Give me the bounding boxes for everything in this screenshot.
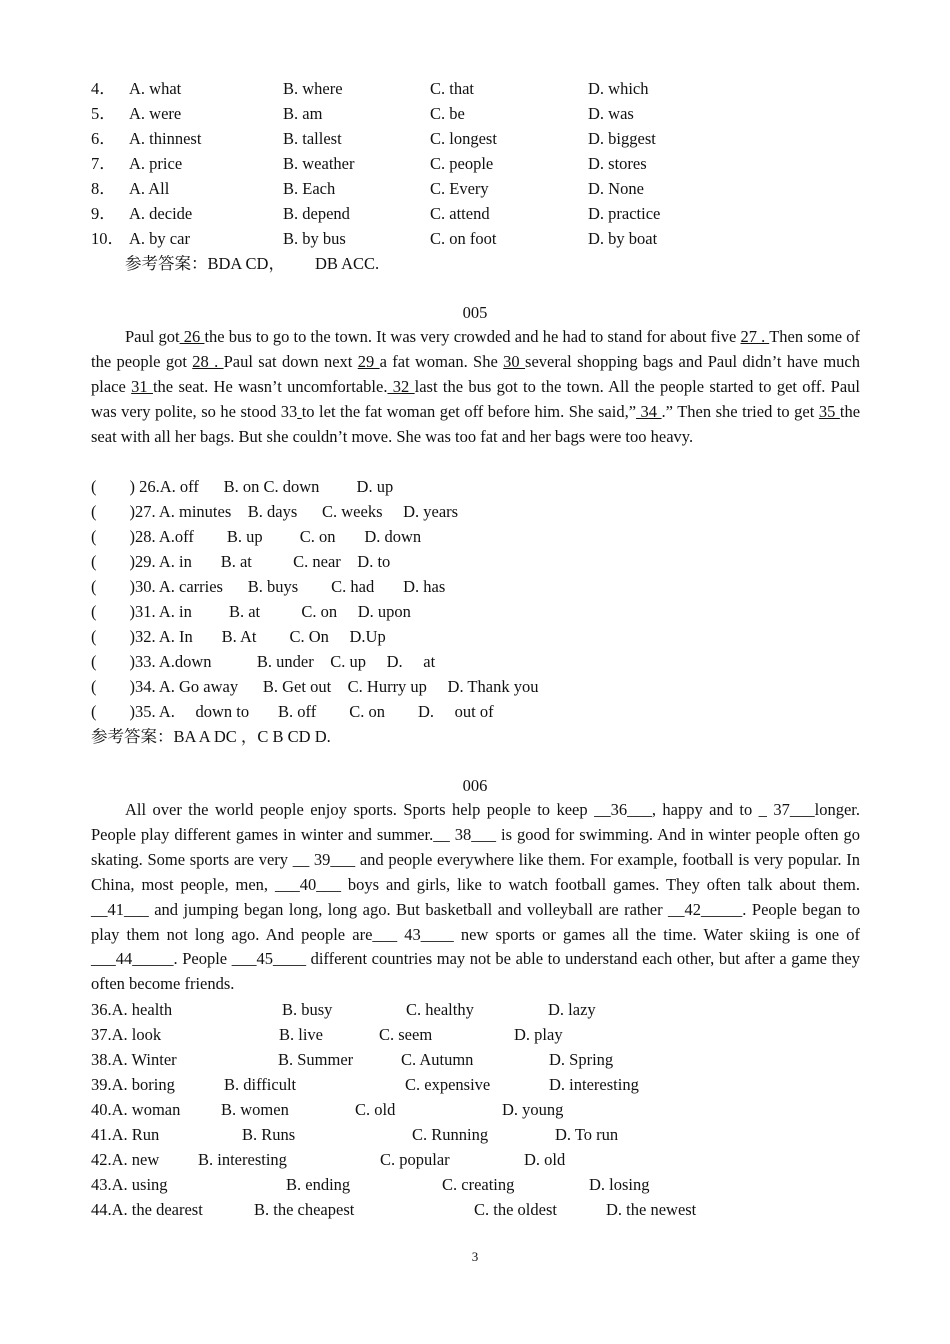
question-text: 28. A.off B. up C. on D. down bbox=[135, 527, 422, 546]
answer-blank: ( ) bbox=[91, 552, 135, 571]
answer-label: 参考答案： bbox=[125, 254, 208, 273]
option-d: D. which bbox=[588, 79, 649, 98]
question-text: 33. A.down B. under C. up D. at bbox=[135, 652, 436, 671]
blank: 26 bbox=[179, 327, 205, 346]
passage-text: the bus to go to the town. It was very crowded and he had to stand for about five bbox=[204, 327, 741, 346]
blank: 27 . bbox=[740, 327, 770, 346]
option-a: 38.A. Winter bbox=[91, 1050, 177, 1069]
option-b: B. ending bbox=[286, 1175, 351, 1194]
option-a: A. were bbox=[129, 104, 182, 123]
question-number: 9． bbox=[91, 204, 116, 223]
option-a: 41.A. Run bbox=[91, 1125, 160, 1144]
option-d: D. interesting bbox=[549, 1075, 639, 1094]
option-a: 36.A. health bbox=[91, 1000, 173, 1019]
option-d: D. To run bbox=[555, 1125, 619, 1144]
option-c: C. longest bbox=[430, 129, 497, 148]
passage-text: Paul sat down next bbox=[223, 351, 358, 371]
option-d: D. the newest bbox=[606, 1200, 697, 1219]
question-number: 7． bbox=[91, 154, 116, 173]
option-a: 37.A. look bbox=[91, 1025, 162, 1044]
option-b: B. Each bbox=[283, 179, 336, 198]
option-d: D. stores bbox=[588, 154, 647, 173]
question-row bbox=[91, 577, 445, 597]
option-a: A. by car bbox=[129, 229, 190, 248]
passage-text: .” Then she tried to get bbox=[661, 401, 819, 421]
question-row bbox=[91, 502, 458, 522]
option-b: B. weather bbox=[283, 154, 355, 173]
passage-text: Paul got bbox=[125, 327, 180, 346]
option-b: B. where bbox=[283, 79, 343, 98]
option-c: C. be bbox=[430, 104, 465, 123]
option-b: B. busy bbox=[282, 1000, 333, 1019]
option-a: A. thinnest bbox=[129, 129, 202, 148]
passage-text: to let the fat woman get off before him. She said,” bbox=[301, 401, 637, 421]
option-a: 44.A. the dearest bbox=[91, 1200, 203, 1219]
question-text: 35. A. down to B. off C. on D. out of bbox=[135, 702, 494, 721]
option-a: A. price bbox=[129, 154, 183, 173]
question-text: 29. A. in B. at C. near D. to bbox=[135, 552, 391, 571]
question-text: 26.A. off B. on C. down D. up bbox=[135, 477, 394, 496]
question-text: 27. A. minutes B. days C. weeks D. years bbox=[135, 502, 459, 521]
option-a: A. what bbox=[129, 79, 182, 98]
question-row bbox=[91, 527, 421, 547]
question-number: 8． bbox=[91, 179, 116, 198]
answer-text: BDA CD， bbox=[207, 254, 285, 273]
option-c: C. that bbox=[430, 79, 474, 98]
option-d: D. lazy bbox=[548, 1000, 596, 1019]
passage-text: Then some of the people got bbox=[91, 327, 861, 371]
option-d: D. Spring bbox=[549, 1050, 614, 1069]
answer-blank: ( ) bbox=[91, 652, 135, 671]
option-d: D. losing bbox=[589, 1175, 650, 1194]
cloze-passage bbox=[91, 325, 860, 450]
answer-blank: ( ) bbox=[91, 577, 135, 596]
blank: 30 bbox=[503, 351, 526, 371]
question-row bbox=[91, 602, 411, 622]
blank: 28 . bbox=[192, 351, 224, 371]
option-c: C. seem bbox=[379, 1025, 433, 1044]
option-c: C. Autumn bbox=[401, 1050, 474, 1069]
option-d: D. was bbox=[588, 104, 634, 123]
answer-key: 参考答案：BA A DC ，C B CD D. bbox=[91, 727, 331, 746]
blank: 31 bbox=[131, 376, 153, 396]
option-b: B. by bus bbox=[283, 229, 346, 248]
question-row bbox=[91, 627, 386, 647]
answer-blank: ( ) bbox=[91, 602, 135, 621]
answer-blank: ( ) bbox=[91, 477, 135, 496]
question-text: 31. A. in B. at C. on D. upon bbox=[135, 602, 411, 621]
option-c: C. expensive bbox=[405, 1075, 491, 1094]
option-a: A. All bbox=[129, 179, 170, 198]
question-number: 10． bbox=[91, 229, 124, 248]
option-d: D. young bbox=[502, 1100, 564, 1119]
option-c: C. Every bbox=[430, 179, 489, 198]
option-d: D. None bbox=[588, 179, 644, 198]
option-c: C. on foot bbox=[430, 229, 497, 248]
answer-blank: ( ) bbox=[91, 677, 135, 696]
option-d: D. old bbox=[524, 1150, 566, 1169]
passage-text: the seat. He wasn’t uncomfortable. bbox=[152, 376, 388, 396]
blank: 29 bbox=[357, 351, 380, 371]
option-c: C. the oldest bbox=[474, 1200, 557, 1219]
option-c: C. Running bbox=[412, 1125, 489, 1144]
option-c: C. people bbox=[430, 154, 494, 173]
option-b: B. Runs bbox=[242, 1125, 296, 1144]
option-a: 42.A. new bbox=[91, 1150, 160, 1169]
answer-blank: ( ) bbox=[91, 527, 135, 546]
answer-key bbox=[125, 254, 379, 274]
passage-text: the seat with all her bags. But she couldn’t move. She was too fat and her bags were too heavy. bbox=[91, 401, 861, 446]
question-number: 4． bbox=[91, 79, 116, 98]
option-d: D. by boat bbox=[588, 229, 658, 248]
option-b: B. depend bbox=[283, 204, 350, 223]
question-text: 30. A. carries B. buys C. had D. has bbox=[135, 577, 446, 596]
option-b: B. tallest bbox=[283, 129, 342, 148]
option-c: C. creating bbox=[442, 1175, 515, 1194]
question-row bbox=[91, 477, 393, 497]
option-d: D. biggest bbox=[588, 129, 656, 148]
option-c: C. popular bbox=[380, 1150, 450, 1169]
option-a: 40.A. woman bbox=[91, 1100, 181, 1119]
question-row bbox=[91, 677, 538, 697]
section-heading: 005 bbox=[462, 303, 488, 322]
passage-text: several shopping bags and Paul didn’t have much place bbox=[91, 351, 861, 396]
passage-text: last the bus got to the town. All the people started to get off. Paul was very polite, so he stood 33 bbox=[91, 376, 861, 421]
option-d: D. practice bbox=[588, 204, 661, 223]
option-c: C. attend bbox=[430, 204, 490, 223]
option-b: B. women bbox=[221, 1100, 289, 1119]
option-a: 39.A. boring bbox=[91, 1075, 175, 1094]
option-b: B. interesting bbox=[198, 1150, 287, 1169]
option-c: C. old bbox=[355, 1100, 396, 1119]
blank: 35 bbox=[818, 401, 840, 421]
question-row bbox=[91, 652, 435, 672]
blank: 34 bbox=[636, 401, 662, 421]
page-number: 3 bbox=[471, 1249, 479, 1264]
answer-blank: ( ) bbox=[91, 702, 135, 721]
option-c: C. healthy bbox=[406, 1000, 474, 1019]
option-b: B. Summer bbox=[278, 1050, 354, 1069]
question-text: 34. A. Go away B. Get out C. Hurry up D. Thank you bbox=[135, 677, 539, 696]
option-d: D. play bbox=[514, 1025, 563, 1044]
option-a: A. decide bbox=[129, 204, 193, 223]
option-b: B. difficult bbox=[224, 1075, 297, 1094]
blank: 32 bbox=[387, 376, 415, 396]
option-b: B. the cheapest bbox=[254, 1200, 355, 1219]
option-b: B. am bbox=[283, 104, 323, 123]
section-heading: 006 bbox=[462, 776, 488, 795]
question-row bbox=[91, 552, 390, 572]
answer-text: DB ACC. bbox=[314, 254, 380, 273]
option-b: B. live bbox=[279, 1025, 323, 1044]
question-number: 5． bbox=[91, 104, 116, 123]
cloze-passage: All over the world people enjoy sports. Sports help people to keep __36___, happy and to _ 37___longer. People play different games in winter and summer.__ 38___ is good for swimming. And in winter people often go skating. Some sports are very __ 39___ and people everywhere like them. For example, football is very popular. In China, most people, men, ___40___ boys and girls, like to watch football games. They often talk about them. __41___ and jumping began long, long ago. But basketball and volleyball are rather __42_____. People began to play them not long ago. And people are___ 43____ new sports or games all the time. Water skiing is one of ___44_____. People ___45____ different countries may not be able to understand each other, but after a game they often become friends. bbox=[91, 800, 860, 994]
option-a: 43.A. using bbox=[91, 1175, 168, 1194]
question-text: 32. A. In B. At C. On D.Up bbox=[135, 627, 386, 646]
question-number: 6． bbox=[91, 129, 116, 148]
passage-text: a fat woman. She bbox=[379, 351, 504, 371]
answer-blank: ( ) bbox=[91, 502, 135, 521]
answer-blank: ( ) bbox=[91, 627, 135, 646]
question-row bbox=[91, 702, 494, 722]
